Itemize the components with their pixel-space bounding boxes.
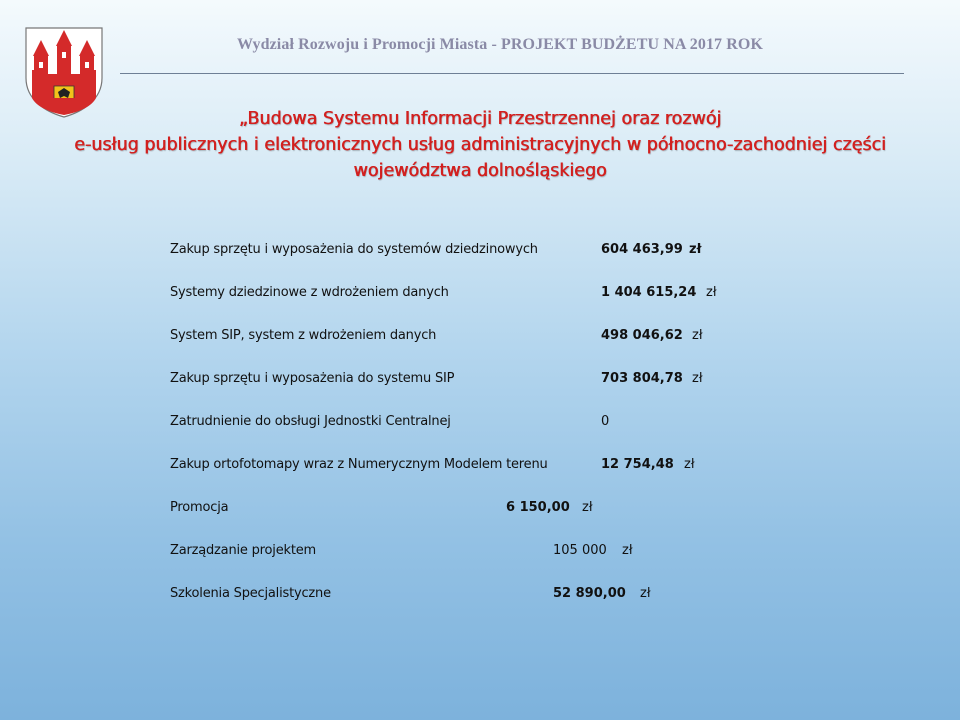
budget-item-unit: zł bbox=[582, 500, 593, 515]
budget-item-value: 0 bbox=[601, 414, 610, 429]
budget-item-label: Zakup sprzętu i wyposażenia do systemu SIP bbox=[170, 371, 455, 386]
budget-item-value: 6 150,00 bbox=[506, 500, 570, 515]
budget-item-unit: zł bbox=[706, 285, 717, 300]
budget-row bbox=[0, 414, 960, 436]
budget-row bbox=[0, 328, 960, 350]
budget-item-value: 52 890,00 bbox=[553, 586, 626, 601]
budget-item-label: Zatrudnienie do obsługi Jednostki Centralnej bbox=[170, 414, 451, 429]
budget-item-label: Zarządzanie projektem bbox=[170, 543, 316, 558]
project-title-line: województwa dolnośląskiego bbox=[353, 161, 607, 181]
budget-item-value: 604 463,99 bbox=[601, 242, 683, 257]
budget-item-unit: zł bbox=[640, 586, 651, 601]
budget-row bbox=[0, 457, 960, 479]
header-title: Wydział Rozwoju i Promocji Miasta - PROJEKT BUDŻETU NA 2017 ROK bbox=[237, 36, 763, 53]
budget-item-label: System SIP, system z wdrożeniem danych bbox=[170, 328, 437, 343]
budget-row bbox=[0, 500, 960, 522]
budget-row bbox=[0, 586, 960, 608]
budget-item-value: 12 754,48 bbox=[601, 457, 674, 472]
budget-row bbox=[0, 242, 960, 264]
project-title-line: „Budowa Systemu Informacji Przestrzennej oraz rozwój bbox=[238, 109, 722, 129]
budget-item-unit: zł bbox=[692, 371, 703, 386]
budget-row bbox=[0, 543, 960, 565]
budget-item-value: 498 046,62 bbox=[601, 328, 683, 343]
budget-item-label: Zakup sprzętu i wyposażenia do systemów dziedzinowych bbox=[170, 242, 538, 257]
budget-row bbox=[0, 285, 960, 307]
project-title-line: e-usług publicznych i elektronicznych usług administracyjnych w północno-zachodniej części bbox=[74, 135, 886, 155]
budget-item-unit: zł bbox=[622, 543, 633, 558]
budget-item-unit: zł bbox=[684, 457, 695, 472]
budget-item-unit: zł bbox=[689, 242, 702, 257]
budget-item-unit: zł bbox=[692, 328, 703, 343]
budget-item-value: 105 000 bbox=[553, 543, 607, 558]
budget-item-value: 1 404 615,24 bbox=[601, 285, 697, 300]
budget-row bbox=[0, 371, 960, 393]
budget-item-label: Zakup ortofotomapy wraz z Numerycznym Modelem terenu bbox=[170, 457, 548, 472]
budget-item-label: Promocja bbox=[170, 500, 229, 515]
budget-item-label: Systemy dziedzinowe z wdrożeniem danych bbox=[170, 285, 449, 300]
budget-item-label: Szkolenia Specjalistyczne bbox=[170, 586, 331, 601]
budget-item-value: 703 804,78 bbox=[601, 371, 683, 386]
